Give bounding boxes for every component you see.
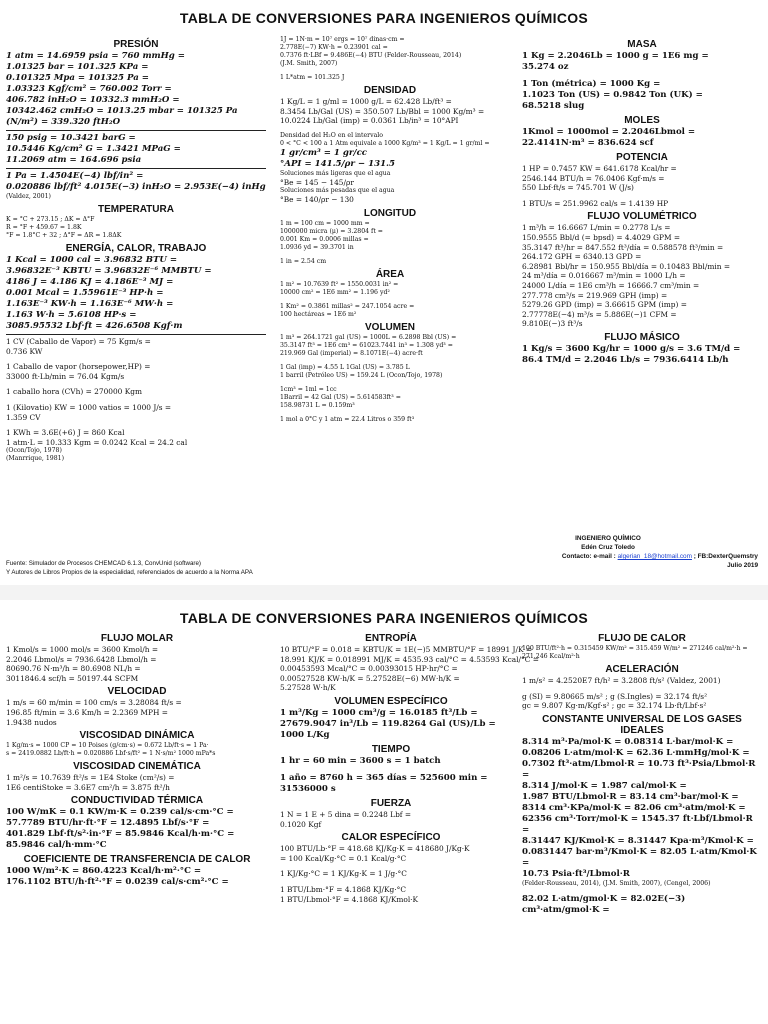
conversion-line: 2.77778E(−4) m³/s = 5.886E(−)1 CFM = <box>522 309 677 319</box>
divider <box>6 334 266 335</box>
conversion-line: 1 L*atm = 101.325 J <box>280 74 345 81</box>
author-contact <box>458 552 758 561</box>
conversion-line: 8.31447 KJ/Kmol·K = 8.31447 Kpa·m³/Kmol·K = <box>522 835 754 846</box>
conversion-line: 18.991 KJ/K = 0.018991 MJ/K = 4535.93 cal/°C = 4.53593 Kcal/°C = <box>280 654 539 664</box>
conversion-line: 1 m/s² = 4.2520E7 ft/h² = 3.2808 ft/s² (Valdez, 2001) <box>522 676 721 685</box>
conversion-line: 1000000 micra (μ) = 3.2804 ft = <box>280 227 383 235</box>
conversion-line: 1.163E⁻³ KW·h = 1.163E⁻⁶ MW·h = <box>6 299 174 309</box>
conversion-line: 10342.462 cmH₂O = 1013.25 mbar = 101325 Pa (N/m²) = 339.320 ftH₂O <box>6 106 238 127</box>
conversion-line: (Felder-Rousseau, 2014), (J.M. Smith, 2007), (Cengel, 2006) <box>522 879 711 887</box>
section-heading: CONDUCTIVIDAD TÉRMICA <box>70 795 204 807</box>
conversion-line: 0.1020 Kgf <box>280 819 322 829</box>
conversion-line: 1 caballo hora (CVh) = 270000 Kgm <box>6 387 142 397</box>
conversion-line: 3011846.4 scf/h = 50197.44 SCFM <box>6 673 139 683</box>
section-heading: DENSIDAD <box>363 85 417 96</box>
conversion-line: (J.M. Smith, 2007) <box>280 60 338 67</box>
conversion-line: 1 HP = 0.7457 KW = 641.6178 Kcal/hr = <box>522 164 677 173</box>
conversion-line: 1 Kg/m·s = 1000 CP = 10 Poises (g/cm·s) = 0.672 Lb/ft·s = 1 Pa· <box>6 742 209 750</box>
conversion-line: 1 hr = 60 min = 3600 s = 1 batch <box>280 755 441 766</box>
conversion-line: 1 gr/cm³ = 1 gr/cc <box>280 147 368 158</box>
conversion-line: 0.736 KW <box>6 346 43 356</box>
divider <box>6 130 266 131</box>
column-heat-flux <box>522 630 762 916</box>
section-heading: TIEMPO <box>371 743 411 755</box>
conversion-line: 24 m³/día = 0.016667 m³/min = 1000 L/h = <box>522 271 686 281</box>
conversion-line: 35.3147 ft³/hr = 847.552 ft³/día = 0.588578 ft³/min = <box>522 242 724 252</box>
conversion-line: 1 barril (Petróleo US) = 159.24 L (Ocon/Tojo, 1978) <box>280 371 443 379</box>
conversion-line: 1 Kg = 2.2046Lb = 1000 g = 1E6 mg = <box>522 51 709 61</box>
section-heading: MASA <box>627 39 657 50</box>
conversion-line: 10.0224 Lb/Gal (imp) = 0.0361 Lb/in³ = 10°API <box>280 116 459 126</box>
conversion-line: 35.274 oz <box>522 62 569 72</box>
author-block <box>458 534 758 570</box>
conversion-line: 100 BTU/Lb·°F = 418.68 KJ/Kg·K = 418680 J/Kg·K <box>280 844 470 854</box>
conversion-line: 10.5446 Kg/cm² G = 1.3421 MPaG = <box>6 144 181 154</box>
conversion-line: 0.7376 ft·LBf = 9.486E(−4) BTU (Felder-Rousseau, 2014) <box>280 52 462 59</box>
conversion-line: = 100 Kcal/Kg·°C = 0.1 Kcal/g·°C <box>280 853 407 863</box>
section-heading: ÁREA <box>375 268 405 280</box>
author-name: Edén Cruz Toledo <box>581 544 635 551</box>
conversion-line: 82.02 L·atm/gmol·K = 82.02E(−3) cm³·atm/gmol·K = <box>522 893 686 915</box>
conversion-line: 1 m³/Kg = 1000 cm³/g = 16.0185 ft³/Lb = <box>280 707 478 718</box>
conversion-line: 1 KJ/Kg·°C = 1 KJ/Kg·K = 1 J/g·°C <box>280 869 407 879</box>
section-heading: FLUJO MOLAR <box>100 633 174 644</box>
column-mass-flow <box>522 36 762 366</box>
conversion-line: 1 m²/s = 10.7639 ft²/s = 1E4 Stoke (cm²/s) = <box>6 773 175 783</box>
credit-line: Y Autores de Libros Propios de la especialidad, referenciados de acuerdo a la Norma APA <box>6 568 253 576</box>
conversion-line: 1.987 BTU/Lbmol·R = 83.14 cm³·bar/mol·K = <box>522 791 739 802</box>
conversion-sheet-2 <box>0 600 768 1024</box>
source-credits <box>6 560 253 577</box>
section-heading: CALOR ESPECÍFICO <box>341 832 441 844</box>
conversion-line: 1.03323 Kgf/cm² = 760.002 Torr = <box>6 84 172 94</box>
conversion-line: 1cm³ = 1ml = 1cc <box>280 385 337 393</box>
conversion-line: 0.001 Km = 0.0006 millas = <box>280 235 369 243</box>
conversion-line: 0.001 Mcal = 1.55961E⁻³ HP·h = <box>6 288 164 298</box>
conversion-line: 1 BTU/s = 251.9962 cal/s = 1.4139 HP <box>522 198 669 208</box>
conversion-line: 3085.95532 Lbf·ft = 426.6508 Kgf·m <box>6 321 183 331</box>
section-heading: CONSTANTE UNIVERSAL DE LOS GASES IDEALES <box>542 713 742 736</box>
section-heading: ENERGÍA, CALOR, TRABAJO <box>65 243 207 254</box>
sheet-title: TABLA DE CONVERSIONES PARA INGENIEROS QUÍMICOS <box>179 10 589 26</box>
conversion-line: gc = 9.807 Kg·m/Kgf·s² ; gc = 32.174 Lb·ft/Lbf·s² <box>522 701 707 711</box>
conversion-line: 1 Km² = 0.3861 millas² = 247.1054 acre = <box>280 302 415 310</box>
section-heading: VOLUMEN <box>365 321 415 333</box>
column-density-volume <box>280 36 500 424</box>
conversion-line: 1 Caballo de vapor (horsepower,HP) = <box>6 362 151 372</box>
conversion-line: 11.2069 atm = 164.696 psia <box>6 155 142 165</box>
conversion-line: 6.28981 Bbl/hr = 150.955 Bbl/día = 0.10483 Bbl/min = <box>522 261 731 271</box>
conversion-line: 22.4141N·m³ = 836.624 scf <box>522 138 654 148</box>
conversion-line: 1 Kcal = 1000 cal = 3.96832 BTU = <box>6 255 178 265</box>
conversion-line: 1 Kg/L = 1 g/ml = 1000 g/L = 62.428 Lb/ft³ = <box>280 97 452 106</box>
conversion-line: 2.2046 Lbmol/s = 7936.6428 Lbmol/h = <box>6 654 157 664</box>
conversion-line: 27679.9047 in³/Lb = 119.8264 Gal (US)/Lb = <box>280 718 496 729</box>
credit-line: Fuente: Simulador de Procesos CHEMCAD 6.1.3, ConvUnid (software) <box>6 560 201 567</box>
section-heading: VELOCIDAD <box>107 686 167 698</box>
section-heading: PRESIÓN <box>113 39 159 50</box>
conversion-line: 5279.26 GPD (imp) = 3.66615 GPM (imp) = <box>522 300 687 310</box>
email-link[interactable]: algerian_18@hotmail.com <box>617 553 692 560</box>
conversion-line: 1J = 1N·m = 10⁷ ergs = 10⁷ dinas·cm = <box>280 36 405 43</box>
conversion-line: 1 (Kilovatio) KW = 1000 vatios = 1000 J/s = <box>6 402 172 412</box>
conversion-line: Soluciones más pesadas que el agua <box>280 187 395 195</box>
conversion-line: 86.4 TM/d = 2.2046 Lb/s = 7936.6414 Lb/h <box>522 354 729 365</box>
conversion-line: 264.172 GPH = 6340.13 GPD = <box>522 252 642 262</box>
conversion-line: 1.01325 bar = 101.325 KPa = <box>6 62 149 72</box>
conversion-line: 10000 cm² = 1E6 mm² = 1.196 yd² <box>280 288 390 296</box>
conversion-line: 1 atm = 14.6959 psia = 760 mmHg = <box>6 51 185 61</box>
conversion-line: 4186 J = 4.186 KJ = 4.186E⁻³ MJ = <box>6 277 174 287</box>
conversion-line: °Be = 145 − 145/ρr <box>280 177 354 187</box>
conversion-line: 1 m² = 10.7639 ft² = 1550.0031 in² = <box>280 280 399 288</box>
conversion-line: 1.359 CV <box>6 412 41 422</box>
conversion-line: 3.96832E⁻³ KBTU = 3.96832E⁻⁶ MMBTU = <box>6 266 212 276</box>
conversion-line: 1 Ton (métrica) = 1000 Kg = <box>522 79 661 89</box>
conversion-line: 1 BTU/Lbmol·°F = 4.1868 KJ/Kmol·K <box>280 894 419 904</box>
section-heading: VOLUMEN ESPECÍFICO <box>334 695 448 707</box>
conversion-line: 8314 cm³·KPa/mol·K = 82.06 cm³·atm/mol·K = <box>522 802 746 813</box>
section-heading: ACELERACIÓN <box>605 664 679 675</box>
section-heading: LONGITUD <box>363 207 417 219</box>
column-molar-flow <box>6 630 268 888</box>
conversion-line: 1 CV (Caballo de Vapor) = 75 Kgm/s = <box>6 337 151 346</box>
conversion-line: R = °F + 459.67 = 1.8K <box>6 224 82 231</box>
conversion-line: 277.778 cm³/s = 219.969 GPH (imp) = <box>522 290 668 300</box>
conversion-line: 1 Kmol/s = 1000 mol/s = 3600 Kmol/h = <box>6 645 159 654</box>
conversion-line: 158.98731 L = 0.159m³ <box>280 401 355 409</box>
conversion-line: g (SI) = 9.80665 m/s² ; g (S.Ingles) = 32.174 ft/s² <box>522 691 708 701</box>
conversion-line: 1.0936 yd = 39.3701 in <box>280 243 354 251</box>
conversion-line: 1.163 W·h = 5.6108 HP·s = <box>6 310 137 320</box>
conversion-line: 5.27528 W·h/K <box>280 683 336 693</box>
conversion-line: 31536000 s <box>280 783 336 794</box>
conversion-line: Densidad del H₂O en el intervalo <box>280 131 384 139</box>
conversion-line: 1Kmol = 1000mol = 2.2046Lbmol = <box>522 127 696 137</box>
conversion-line: 1Barril = 42 Gal (US) = 5.614583ft³ = <box>280 393 401 401</box>
conversion-line: 1 Pa = 1.4504E(−4) lbf/in² = <box>6 171 144 181</box>
conversion-line: °Be = 140/ρr − 130 <box>280 195 354 205</box>
section-heading: FUERZA <box>370 797 412 809</box>
conversion-line: 8.314 m³·Pa/mol·K = 0.08314 L·bar/mol·K = <box>522 736 734 747</box>
conversion-line: 35.3147 ft³ = 1E6 cm³ = 61023.7441 in³ = 1.308 yd³ = <box>280 341 453 349</box>
conversion-line: °API = 141.5/ρr − 131.5 <box>280 158 396 169</box>
conversion-line: 1000 L/Kg <box>280 729 330 740</box>
conversion-line: (Ocon/Tojo, 1978) <box>6 447 62 455</box>
conversion-line: 176.1102 BTU/h·ft²·°F = 0.0239 cal/s·cm²·°C = <box>6 877 229 888</box>
conversion-line: Soluciones más ligeras que el agua <box>280 169 391 177</box>
conversion-line: 1E6 centiStoke = 3.6E7 cm²/h = 3.875 ft²/h <box>6 782 170 792</box>
conversion-line: (Valdez, 2001) <box>6 193 51 200</box>
conversion-line: s = 2419.0882 Lb/ft·h = 0.020886 Lbf·s/ft² = 1 N·s/m² 1000 mPa*s <box>6 750 216 758</box>
conversion-line: 100 hectáreas = 1E6 m² <box>280 310 357 318</box>
column-pressure-energy <box>6 36 266 463</box>
conversion-line: 100 W/mK = 0.1 KW/m·K = 0.239 cal/s·cm·°C = <box>6 807 234 818</box>
contact-prefix: Contacto: e-mail : <box>561 553 618 560</box>
section-heading: FLUJO MÁSICO <box>604 331 680 343</box>
conversion-line: 1 Kg/s = 3600 Kg/hr = 1000 g/s = 3.6 TM/d = <box>522 343 741 354</box>
section-heading: TEMPERATURA <box>98 204 174 215</box>
section-heading: POTENCIA <box>616 152 668 163</box>
conversion-line: 8.3454 Lb/Gal (US) = 350.507 Lb/Bbl = 1000 Kg/m³ = <box>280 106 485 116</box>
conversion-line: 0.00527528 KW·h/K = 5.27528E(−6) MW·h/K = <box>280 673 460 683</box>
conversion-line: 33000 ft·Lb/min = 76.04 Kgm/s <box>6 371 125 381</box>
conversion-line: 1 KWh = 3.6E(+6) J = 860 Kcal <box>6 428 125 438</box>
conversion-line: 0.101325 Mpa = 101325 Pa = <box>6 73 149 83</box>
conversion-line: 0.00453593 Mcal/°C = 0.00393015 HP·hr/°C = <box>280 664 458 674</box>
conversion-line: 10.73 Psia·ft³/Lbmol·R <box>522 868 630 879</box>
conversion-line: 1 mol a 0°C y 1 atm = 22.4 Litros o 359 ft³ <box>280 415 415 423</box>
conversion-line: 1.1023 Ton (US) = 0.9842 Ton (UK) = <box>522 90 703 100</box>
conversion-line: 2.778E(−7) KW·h = 0.23901 cal = <box>280 44 388 51</box>
conversion-line: 1 m = 100 cm = 1000 mm = <box>280 219 370 227</box>
divider <box>6 168 266 169</box>
conversion-line: 196.85 ft/min = 3.6 Km/h = 2.2369 MPH = <box>6 707 168 717</box>
column-entropy <box>280 630 539 904</box>
section-heading: MOLES <box>624 115 660 126</box>
conversion-line: 0.0831447 bar·m³/Kmol·K = 82.05 L·atm/Kmol·K = <box>522 846 757 868</box>
conversion-line: °F = 1.8°C + 32 ; Δ°F = ΔR = 1.8ΔK <box>6 232 122 239</box>
conversion-line: 0.7302 ft³·atm/Lbmol·R = 10.73 ft³·Psia/Lbmol·R = <box>522 758 756 780</box>
conversion-line: 1 m³ = 264.1721 gal (US) = 1000L = 6.2898 Bbl (US) = <box>280 333 457 341</box>
section-heading: COEFICIENTE DE TRANSFERENCIA DE CALOR <box>23 854 251 866</box>
conversion-line: 271.246 Kcal/m²·h <box>522 653 580 660</box>
conversion-line: 24000 L/día = 1E6 cm³/h = 16666.7 cm³/min = <box>522 280 700 290</box>
conversion-line: 1 N = 1 E + 5 dina = 0.2248 Lbf = <box>280 809 412 819</box>
conversion-line: 10 BTU/°F = 0.018 = KBTU/K = 1E(−)5 MMBTU/°F = 18991 J/K = <box>280 645 533 654</box>
conversion-line: 1 BTU/Lbm·°F = 4.1868 KJ/Kg·°C <box>280 884 406 894</box>
conversion-line: 401.829 Lbf·ft/s²·in·°F = 85.9846 Kcal/h·m·°C = <box>6 829 235 840</box>
conversion-line: 62356 cm³·Torr/mol·K = 1545.37 ft·Lbf/Lbmol·R = <box>522 813 753 835</box>
conversion-line: 1 Gal (imp) = 4.55 L 1Gal (US) = 3.785 L <box>280 363 410 371</box>
section-heading: FLUJO VOLUMÉTRICO <box>587 211 697 223</box>
author-role: INGENIERO QUÍMICO <box>575 535 641 542</box>
conversion-line: 0.020886 lbf/ft² 4.015E(−3) inH₂O = 2.953E(−4) inHg <box>6 182 266 192</box>
page-separator <box>0 585 768 600</box>
conversion-line: 1 año = 8760 h = 365 días = 525600 min = <box>280 772 488 783</box>
conversion-line: 0.08206 L·atm/mol·K = 62.36 L·mmHg/mol·K = <box>522 747 750 758</box>
conversion-line: 1 m³/h = 16.6667 L/min = 0.2778 L/s = <box>522 223 671 233</box>
conversion-line: 550 Lbf·ft/s = 745.701 W (J/s) <box>522 183 634 193</box>
conversion-line: 1 atm·L = 10.333 Kgm = 0.0242 Kcal = 24.2 cal <box>6 437 188 447</box>
sheet-title: TABLA DE CONVERSIONES PARA INGENIEROS QUÍMICOS <box>179 610 589 626</box>
conversion-line: 1000 W/m²·K = 860.4223 Kcal/h·m²·°C = <box>6 866 202 877</box>
conversion-line: 1.9438 nudos <box>6 717 57 727</box>
conversion-line: 2546.144 BTU/h = 76.0406 Kgf·m/s = <box>522 173 665 183</box>
conversion-line: 150 psig = 10.3421 barG = <box>6 133 136 143</box>
conversion-line: K = °C + 273.15 ; ΔK = Δ°F <box>6 216 95 223</box>
conversion-line: 80690.76 N·m³/h = 80.6908 NL/h = <box>6 664 141 674</box>
conversion-line: 100 BTU/ft²·h = 0.315459 KW/m² = 315.459 W/m² = 271246 cal/m²·h = <box>522 645 748 652</box>
conversion-line: 219.969 Gal (imperial) = 8.1071E(−4) acre·ft <box>280 349 423 357</box>
section-heading: VISCOSIDAD CINEMÁTICA <box>73 761 201 773</box>
conversion-line: 85.9846 cal/h·mm·°C <box>6 840 107 851</box>
section-heading: FLUJO DE CALOR <box>598 633 686 644</box>
conversion-line: 1 m/s = 60 m/min = 100 cm/s = 3.28084 ft/s = <box>6 698 182 708</box>
conversion-line: 406.782 inH₂O = 10332.3 mmH₂O = <box>6 95 180 105</box>
conversion-line: 68.5218 slug <box>522 101 585 111</box>
conversion-line: 150.9555 Bbl/d (= bpsd) = 4.4029 GPM = <box>522 232 681 242</box>
conversion-line: 8.314 J/mol·K = 1.987 cal/mol·K = <box>522 780 687 791</box>
conversion-line: (Manrrique, 1981) <box>6 455 65 463</box>
section-heading: VISCOSIDAD DINÁMICA <box>79 730 195 742</box>
author-date: Julio 2019 <box>727 562 758 569</box>
contact-suffix: ; FB:DexterQuemstry <box>691 553 758 560</box>
conversion-line: 57.7789 BTU/hr·ft·°F = 12.4895 Lbf/s·°F = <box>6 818 210 829</box>
section-heading: ENTROPÍA <box>365 633 417 644</box>
conversion-line: 1 in = 2.54 cm <box>280 257 327 265</box>
conversion-line: 9.810E(−)3 ft³/s <box>522 319 583 329</box>
conversion-line: 0 < °C < 100 a 1 Atm equivale a 1000 Kg/m³ = 1 Kg/L = 1 gr/ml = <box>280 139 490 147</box>
